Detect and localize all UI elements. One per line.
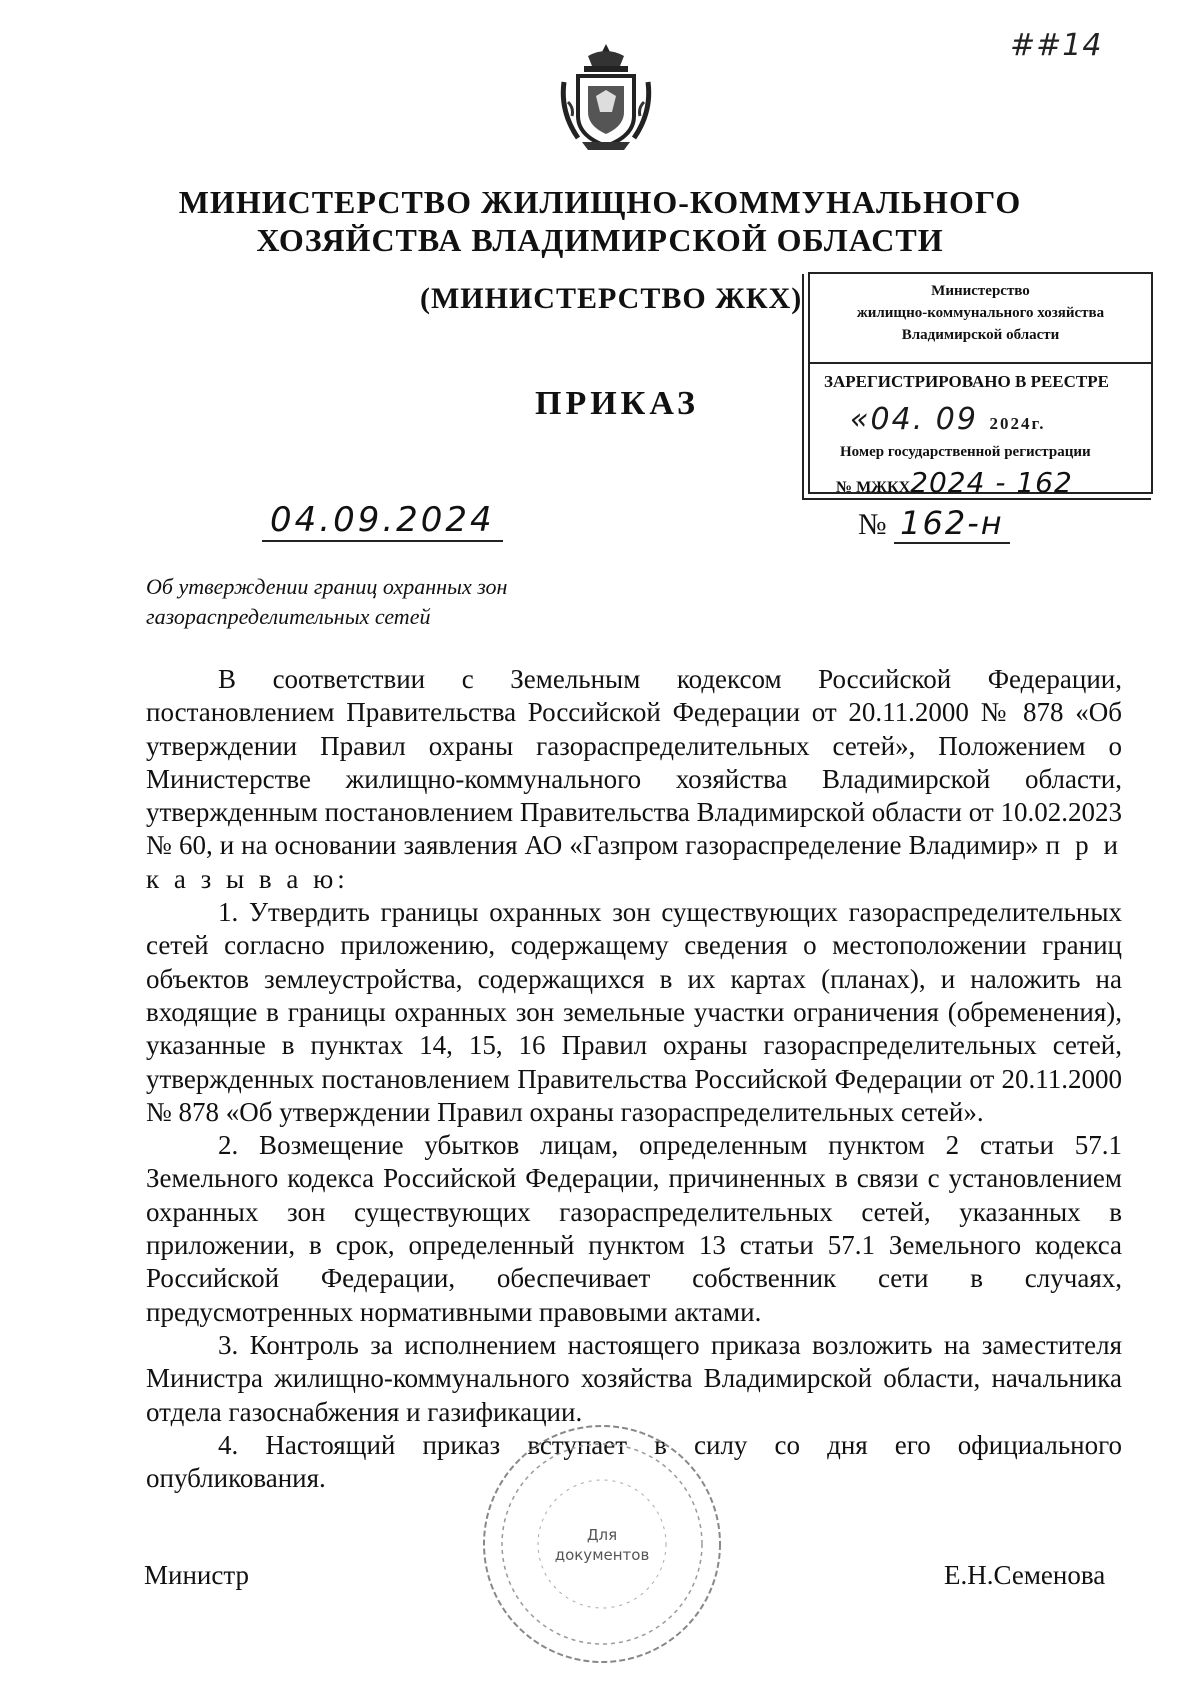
order-item-3: 3. Контроль за исполнением настоящего приказа возложить на заместителя Министра жилищно-коммунального хозяйства Владимирской области, начальника отдела газоснабжения и газификации. — [146, 1329, 1122, 1427]
preamble-text: В соответствии с Земельным кодексом Российской Федерации, постановлением Правительства Российской Федерации от 20.11.2000 № 878 «Об утверждении Правил охраны газораспределительных сетей», Положением о Министерстве жилищно-коммунального хозяйства Владимирской области, утвержденным постановлением Правительства Владимирской области от 10.02.2023 № 60, и на основании заявления АО «Газпром газораспределение Владимир» — [146, 664, 1122, 861]
ministry-name — [150, 183, 1050, 259]
stamp-divider — [810, 362, 1151, 364]
stamp-org-line3: Владимирской области — [901, 327, 1060, 343]
order-word: п р и к а з ы в а ю: — [146, 830, 1123, 894]
stamp-number — [836, 466, 1073, 499]
seal-center-line2: документов — [554, 1546, 650, 1564]
order-body — [146, 663, 1122, 1495]
stamp-number-value: 2024 - 162 — [910, 466, 1073, 499]
stamp-registered-label: ЗАРЕГИСТРИРОВАНО В РЕЕСТРЕ — [824, 372, 1109, 391]
preamble-paragraph — [146, 663, 1122, 896]
order-item-4: 4. Настоящий приказ вступает в силу со дня его официального опубликования. — [146, 1429, 1122, 1494]
ministry-name-line1: МИНИСТЕРСТВО ЖИЛИЩНО-КОММУНАЛЬНОГО — [178, 184, 1022, 220]
signer-name: Е.Н.Семенова — [944, 1560, 1106, 1590]
stamp-organization — [810, 280, 1151, 346]
coat-of-arms-icon — [558, 42, 654, 154]
ministry-short-name: (МИНИСТЕРСТВО ЖКХ) — [420, 282, 803, 315]
stamp-org-line1: Министерство — [931, 283, 1030, 299]
subject-line1: Об утверждении границ охранных зон — [146, 574, 508, 599]
seal-rings-icon — [478, 1420, 726, 1668]
registration-stamp — [808, 272, 1153, 499]
ministry-name-line2: ХОЗЯЙСТВА ВЛАДИМИРСКОЙ ОБЛАСТИ — [256, 222, 944, 258]
round-seal — [478, 1420, 726, 1668]
seal-center-line1: Для — [586, 1526, 618, 1544]
stamp-number-label: Номер государственной регистрации — [840, 444, 1091, 460]
order-number — [858, 504, 1010, 542]
order-item-1: 1. Утвердить границы охранных зон существующих газораспределительных сетей согласно приложению, содержащему сведения о местоположении границ объектов землеустройства, содержащихся в их картах (планах), и наложить на входящие в границы охранных зон земельные участки ограничения (обременения), указанные в пунктах 14, 15, 16 Правил охраны газораспределительных сетей, утвержденных постановлением Правительства Российской Федерации от 20.11.2000 № 878 «Об утверждении Правил охраны газораспределительных сетей». — [146, 897, 1122, 1127]
order-date: 04.09.2024 — [262, 500, 503, 542]
stamp-org-line2: жилищно-коммунального хозяйства — [856, 305, 1105, 321]
stamp-date-day-month: «04. 09 — [850, 402, 978, 437]
order-number-value: 162-н — [894, 504, 1010, 544]
order-item-2: 2. Возмещение убытков лицам, определенным пунктом 2 статьи 57.1 Земельного кодекса Российской Федерации, причиненных в связи с установлением охранных зон существующих газораспределительных сетей, указанных в приложении, в срок, определенный пунктом 13 статьи 57.1 Земельного кодекса Российской Федерации, обеспечивает собственник сети в случаях, предусмотренных нормативными правовыми актами. — [146, 1130, 1122, 1327]
order-number-prefix: № — [858, 508, 887, 541]
subject-line2: газораспределительных сетей — [146, 604, 431, 629]
stamp-shadow-left — [802, 274, 804, 500]
order-subject — [146, 572, 646, 632]
handwritten-corner-mark: ##14 — [1010, 28, 1103, 63]
document-title: ПРИКАЗ — [535, 385, 699, 422]
stamp-date — [850, 402, 1046, 437]
stamp-date-suffix: г. — [1031, 414, 1046, 433]
signer-title: Министр — [144, 1560, 249, 1590]
stamp-date-year: 2024 — [989, 414, 1032, 433]
stamp-number-prefix: № МЖКХ — [836, 479, 911, 496]
